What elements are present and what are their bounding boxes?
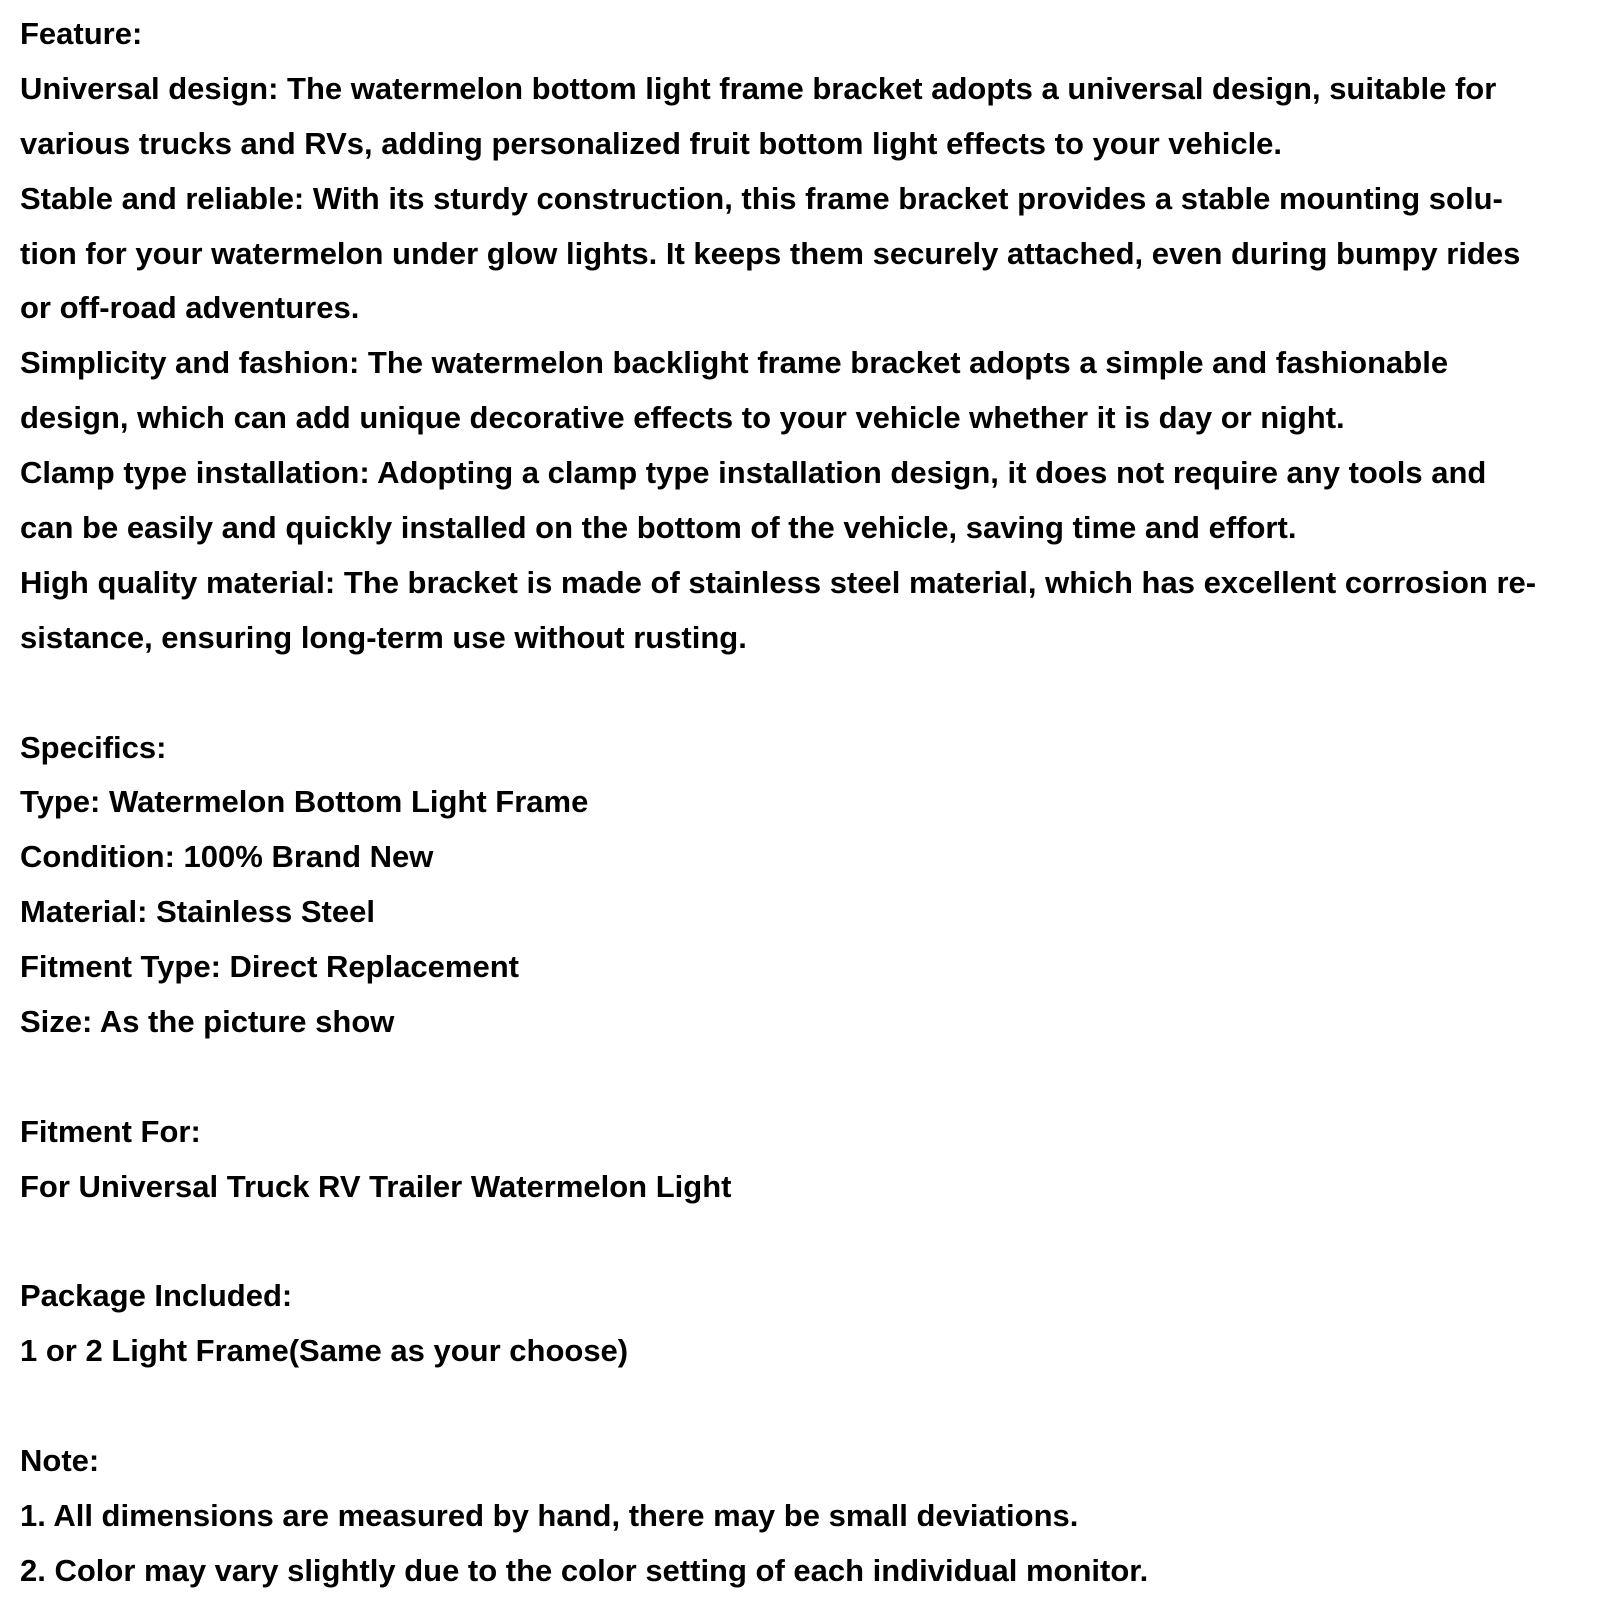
note-line-1: 1. All dimensions are measured by hand, there may be small deviations. (20, 1498, 1079, 1534)
fitment-for-heading: Fitment For: (20, 1113, 201, 1149)
feature-line: tion for your watermelon under glow lights. It keeps them securely attached, even during bumpy rides (20, 235, 1521, 271)
feature-line: Simplicity and fashion: The watermelon backlight frame bracket adopts a simple and fashionable (20, 345, 1449, 381)
note-heading: Note: (20, 1443, 100, 1479)
fitment-for-line: For Universal Truck RV Trailer Watermelon Light (20, 1168, 732, 1204)
feature-line: can be easily and quickly installed on the bottom of the vehicle, saving time and effort. (20, 510, 1297, 546)
specifics-size: Size: As the picture show (20, 1004, 395, 1040)
feature-line: design, which can add unique decorative effects to your vehicle whether it is day or night. (20, 400, 1345, 436)
section-note (20, 1434, 1580, 1599)
section-package-included (20, 1269, 1580, 1379)
note-line-2: 2. Color may vary slightly due to the color setting of each individual monitor. (20, 1552, 1149, 1588)
feature-line: Clamp type installation: Adopting a clamp type installation design, it does not require any tools and (20, 455, 1487, 491)
specifics-fitment-type: Fitment Type: Direct Replacement (20, 949, 519, 985)
feature-line: sistance, ensuring long-term use without rusting. (20, 619, 747, 655)
specifics-heading: Specifics: (20, 729, 167, 765)
feature-heading: Feature: (20, 16, 143, 51)
feature-line: High quality material: The bracket is made of stainless steel material, which has excellent corrosion re- (20, 564, 1537, 600)
product-description-document (20, 7, 1580, 1599)
feature-line: Universal design: The watermelon bottom light frame bracket adopts a universal design, suitable for (20, 70, 1497, 106)
section-fitment-for (20, 1105, 1580, 1215)
section-specifics (20, 721, 1580, 1050)
section-feature (20, 7, 1580, 666)
specifics-material: Material: Stainless Steel (20, 894, 375, 930)
package-included-line: 1 or 2 Light Frame(Same as your choose) (20, 1333, 629, 1369)
package-included-heading: Package Included: (20, 1278, 293, 1314)
feature-line: Stable and reliable: With its sturdy construction, this frame bracket provides a stable mounting solu- (20, 180, 1503, 216)
feature-line: various trucks and RVs, adding personalized fruit bottom light effects to your vehicle. (20, 125, 1283, 161)
specifics-condition: Condition: 100% Brand New (20, 839, 434, 875)
feature-line: or off-road adventures. (20, 290, 360, 326)
specifics-type: Type: Watermelon Bottom Light Frame (20, 784, 589, 820)
